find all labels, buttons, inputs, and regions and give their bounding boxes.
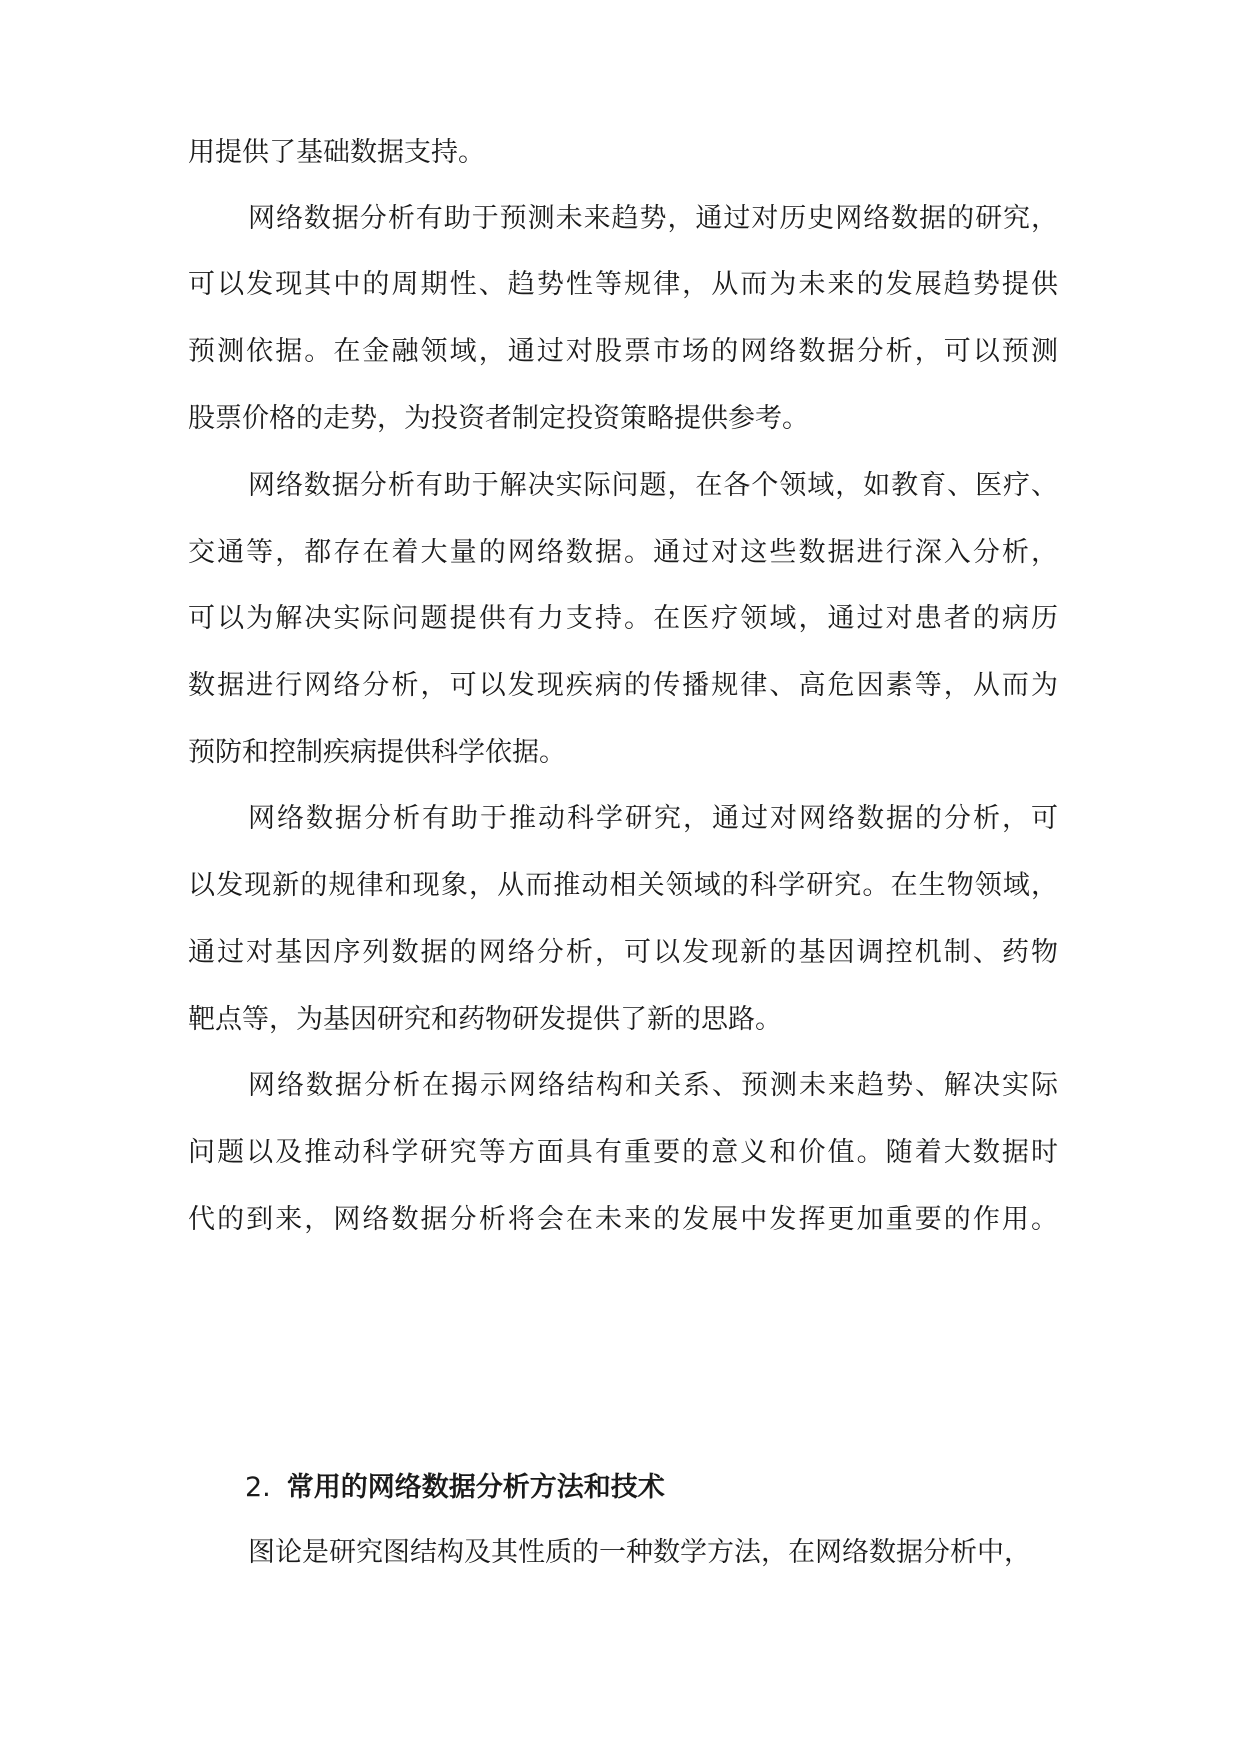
section-number: 2. bbox=[245, 1472, 271, 1503]
section-heading bbox=[245, 1468, 665, 1508]
text-line: 数据进行网络分析，可以发现疾病的传播规律、高危因素等，从而为 bbox=[188, 670, 1058, 701]
text-line: 问题以及推动科学研究等方面具有重要的意义和价值。随着大数据时 bbox=[188, 1137, 1058, 1168]
section-title: 常用的网络数据分析方法和技术 bbox=[286, 1472, 665, 1503]
text-line: 网络数据分析有助于预测未来趋势，通过对历史网络数据的研究， bbox=[248, 203, 1058, 234]
text-line: 代的到来，网络数据分析将会在未来的发展中发挥更加重要的作用。 bbox=[188, 1204, 1058, 1235]
text-line: 靶点等，为基因研究和药物研发提供了新的思路。 bbox=[188, 1004, 782, 1035]
text-line: 以发现新的规律和现象，从而推动相关领域的科学研究。在生物领域， bbox=[188, 870, 1058, 901]
text-line: 交通等，都存在着大量的网络数据。通过对这些数据进行深入分析， bbox=[188, 537, 1058, 568]
text-line: 通过对基因序列数据的网络分析，可以发现新的基因调控机制、药物 bbox=[188, 937, 1058, 968]
text-line: 预防和控制疾病提供科学依据。 bbox=[188, 737, 566, 768]
text-line: 网络数据分析有助于解决实际问题，在各个领域，如教育、医疗、 bbox=[248, 470, 1058, 501]
text-line: 图论是研究图结构及其性质的一种数学方法，在网络数据分析中， bbox=[248, 1537, 1031, 1568]
text-line: 用提供了基础数据支持。 bbox=[188, 137, 485, 168]
text-line: 网络数据分析有助于推动科学研究，通过对网络数据的分析，可 bbox=[248, 803, 1058, 834]
text-line: 股票价格的走势，为投资者制定投资策略提供参考。 bbox=[188, 403, 809, 434]
text-line: 可以发现其中的周期性、趋势性等规律，从而为未来的发展趋势提供 bbox=[188, 269, 1058, 300]
text-line: 预测依据。在金融领域，通过对股票市场的网络数据分析，可以预测 bbox=[188, 336, 1058, 367]
text-line: 网络数据分析在揭示网络结构和关系、预测未来趋势、解决实际 bbox=[248, 1070, 1058, 1101]
text-line: 可以为解决实际问题提供有力支持。在医疗领域，通过对患者的病历 bbox=[188, 603, 1058, 634]
